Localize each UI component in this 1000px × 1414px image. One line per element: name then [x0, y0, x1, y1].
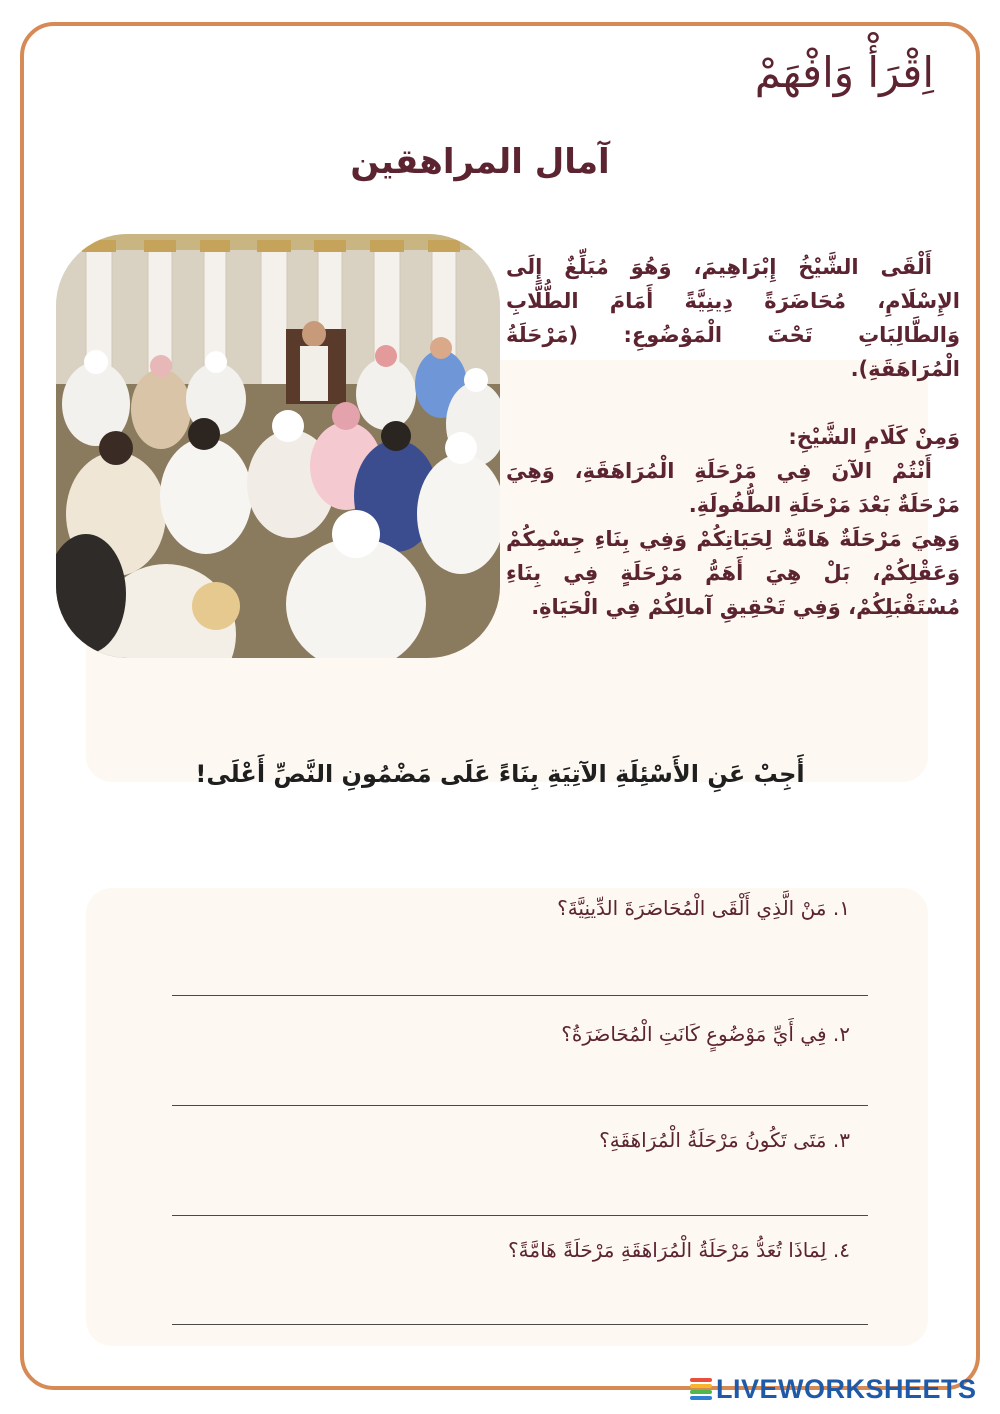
story-paragraph-2: أَنْتُمْ الآنَ فِي مَرْحَلَةِ الْمُرَاهَقَةِ، وَهِيَ مَرْحَلَةٌ بَعْدَ مَرْحَلَةِ الطُّفُولَةِ.: [506, 459, 960, 517]
question-2: ٢. فِي أَيِّ مَوْضُوعٍ كَانَتِ الْمُحَاضَرَةُ؟: [561, 1022, 850, 1046]
questions-card: [86, 888, 928, 1346]
logo-bar-yellow: [690, 1384, 712, 1388]
liveworksheets-logo-icon: [690, 1377, 712, 1401]
question-1: ١. مَنْ الَّذِي أَلْقَى الْمُحَاضَرَةَ الدِّينِيَّةَ؟: [557, 896, 850, 920]
answer-line-3[interactable]: [172, 1215, 868, 1216]
story-paragraph-3: وَهِيَ مَرْحَلَةٌ هَامَّةٌ لِحَيَاتِكُمْ وَفِي بِنَاءِ جِسْمِكُمْ وَعَقْلِكُمْ، بَلْ هِيَ أَهَمُّ مَرْحَلَةٍ فِي بِنَاءِ مُسْتَقْبَلِكُمْ، وَفِي تَحْقِيقِ آمالِكُمْ فِي الْحَيَاةِ.: [506, 527, 960, 619]
article-title: آمال المراهقين: [350, 142, 610, 182]
logo-bar-red: [690, 1378, 712, 1382]
logo-bar-green: [690, 1390, 712, 1394]
answer-line-1[interactable]: [172, 995, 868, 996]
question-3: ٣. مَتَى تَكُونُ مَرْحَلَةُ الْمُرَاهَقَةِ؟: [599, 1128, 850, 1152]
logo-bar-blue: [690, 1396, 712, 1400]
section-title: اِقْرَأْ وَافْهَمْ: [754, 48, 934, 97]
brand-name: LIVEWORKSHEETS: [716, 1373, 977, 1404]
story-speech-intro: وَمِنْ كَلَامِ الشَّيْخِ:: [788, 425, 960, 449]
answer-line-4[interactable]: [172, 1324, 868, 1325]
liveworksheets-brand: [690, 1374, 977, 1404]
lecture-photo: [56, 234, 500, 658]
question-4: ٤. لِمَاذَا تُعَدُّ مَرْحَلَةُ الْمُرَاهَقَةِ مَرْحَلَةً هَامَّةً؟: [508, 1238, 850, 1262]
story-paragraph-1: أَلْقَى الشَّيْخُ إِبْرَاهِيمَ، وَهُوَ مُبَلِّغٌ إِلَى الإِسْلَامِ، مُحَاضَرَةً دِينِيَّةً أَمَامَ الطُّلَّابِ وَالطَّالِبَاتِ تَحْتَ الْمَوْضُوعِ: (مَرْحَلَةُ الْمُرَاهَقَةِ).: [506, 255, 960, 381]
story-text: [506, 250, 960, 624]
answer-line-2[interactable]: [172, 1105, 868, 1106]
lecture-photo-icon: [56, 234, 500, 658]
instruction-text: أَجِبْ عَنِ الأَسْئِلَةِ الآتِيَةِ بِنَاءً عَلَى مَضْمُونِ النَّصِّ أَعْلَى!: [195, 760, 805, 788]
